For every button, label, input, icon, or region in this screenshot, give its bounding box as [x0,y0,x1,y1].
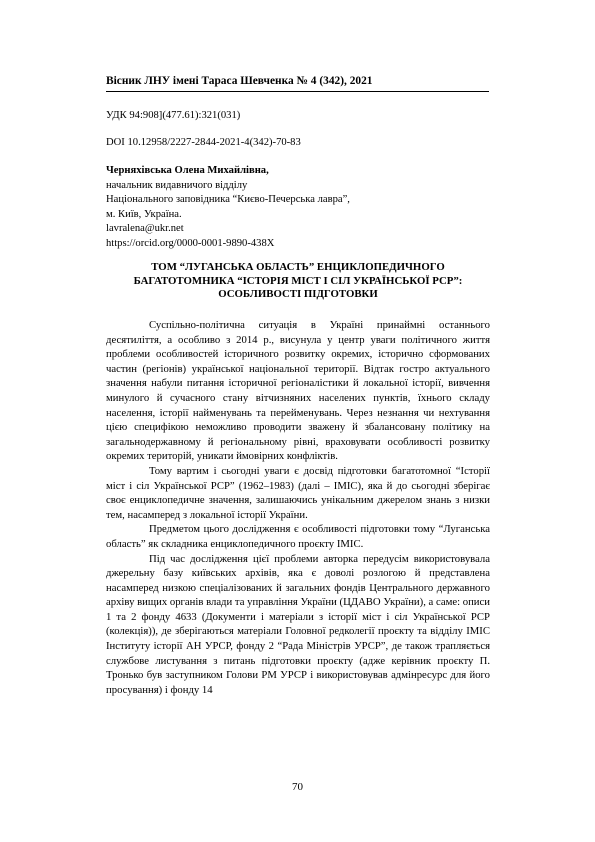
article-title [118,261,478,302]
author-organization: Національного заповідника “Києво-Печерська лавра”, [106,194,350,206]
author-position: начальник видавничого відділу [106,179,248,191]
header-rule [106,91,489,92]
udc-code: УДК 94:908](477.61):321(031) [106,110,241,121]
body-paragraph: Тому вартим і сьогодні уваги є досвід підготовки багатотомної “Історії міст і сіл Української РСР” (1962–1983) (далі – ІМІС), яка й до сьогодні зберігає своє енциклопедичне значення, залишаючись унікальним джерелом знань з низки тем, насамперед з локальної історії України. [106,464,490,521]
body-paragraph: Предметом цього дослідження є особливості підготовки тому “Луганська область” як складника енциклопедичного проєкту ІМІС. [106,523,490,550]
title-line: БАГАТОТОМНИКА “ІСТОРІЯ МІСТ І СІЛ УКРАЇНСЬКОЇ РСР”: [133,274,463,287]
author-orcid: https://orcid.org/0000-0001-9890-438X [106,237,275,249]
doi: DOI 10.12958/2227-2844-2021-4(342)-70-83 [106,137,301,148]
journal-header: Вісник ЛНУ імені Тараса Шевченка № 4 (342), 2021 [106,75,373,87]
title-line: ТОМ “ЛУГАНСЬКА ОБЛАСТЬ” ЕНЦИКЛОПЕДИЧНОГО [151,261,445,273]
article-body [106,318,490,697]
title-line: ОСОБЛИВОСТІ ПІДГОТОВКИ [218,288,378,301]
author-block [106,164,490,252]
author-email: lavralena@ukr.net [106,223,184,235]
body-paragraph: Під час дослідження цієї проблеми авторка передусім використовувала джерельну базу київських архівів, яка є доволі розлогою й представлена насамперед низкою спеціалізованих й загальних фондів Центрального державного архіву вищих органів влади та управління України (ЦДАВО України), а саме: описи 1 та 2 фонду 4633 (Документи і матеріали з історії міст і сіл Української РСР (колекція)), де зберігаються матеріали Головної редколегії проєкту та відділу ІМІС Інституту історії АН УРСР, фонду 2 “Рада Міністрів УРСР”, де також трапляється службове листування з питань підготовки проєкту (адже керівник проєкту П. Тронько був заступником Голови РМ УРСР і використовував адмінресурс для його просування) і фонду 14 [106,552,490,696]
body-paragraph: Суспільно-політична ситуація в Україні принаймні останнього десятиліття, а особливо з 2014 р., висунула у центр уваги політичного життя проблеми особливостей історичного розвитку окремих, історично сформованих частин (регіонів) української національної території. Відтак гостро актуального значення набули питання історичної регіоналістики й локальної історії, вивчення минулого й сучасного стану вітчизняних населених пунктів, їхнього складу населення, історії найменувань та перейменувань. Через незнання чи нехтування цією специфікою неможливо проводити зважену й збалансовану політику на загальнодержавному й регіональному рівні, враховувати особливості розвитку окремих територій, уникати ймовірних конфліктів. [106,319,490,463]
page-number: 70 [292,781,303,793]
author-name: Черняхівська Олена Михайлівна, [106,165,269,176]
author-city: м. Київ, Україна. [106,208,182,220]
